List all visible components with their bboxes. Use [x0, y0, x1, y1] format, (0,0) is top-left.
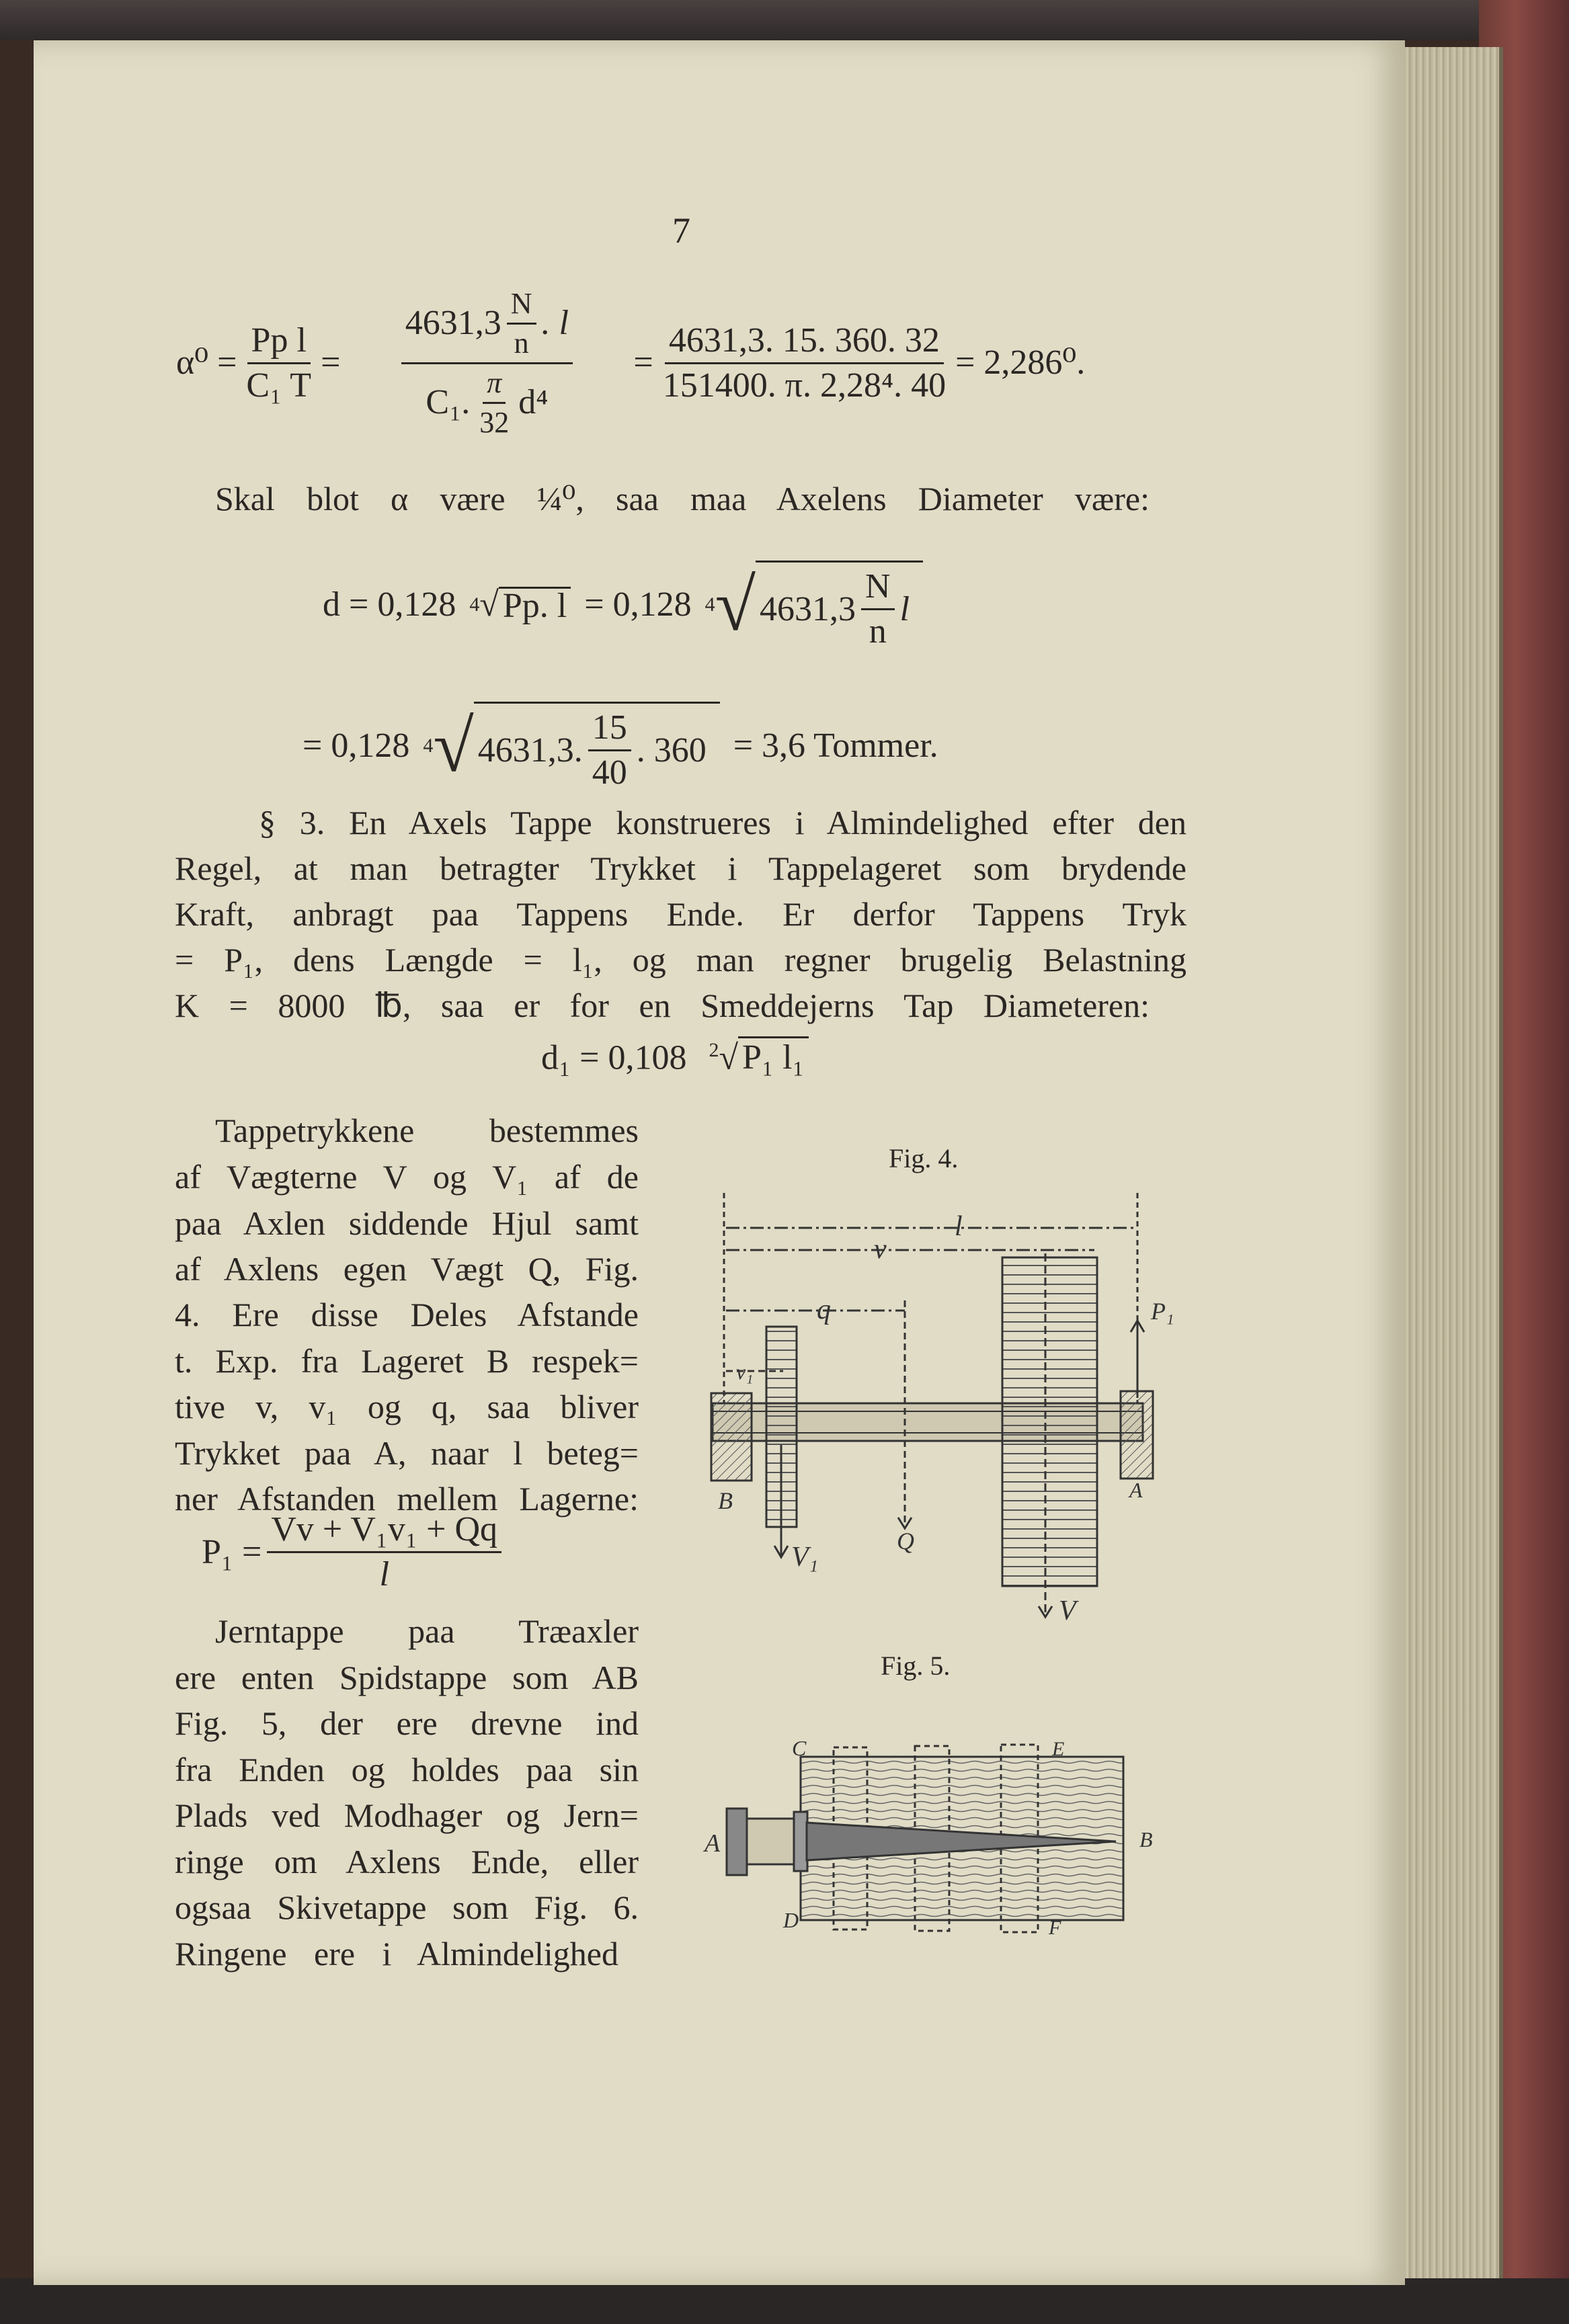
- column-line: ere enten Spidstappe som AB: [175, 1659, 639, 1696]
- numerator: N: [861, 569, 895, 610]
- term: d⁴: [518, 383, 549, 421]
- label-Q: Q: [897, 1528, 914, 1554]
- denominator: n: [869, 612, 887, 651]
- column-line: Fig. 5, der ere drevne ind: [175, 1704, 639, 1742]
- denominator: C₁ T: [246, 366, 312, 405]
- label-c: C: [792, 1736, 807, 1760]
- result: = 3,6 Tommer.: [733, 727, 938, 765]
- column-line: 4. Ere disse Deles Afstande: [175, 1296, 639, 1333]
- fig4-caption: Fig. 4.: [889, 1143, 959, 1173]
- column-line: Tappetrykkene bestemmes: [215, 1112, 639, 1149]
- numerator: Vv + V₁v₁ + Qq: [267, 1512, 501, 1553]
- equals: =: [633, 343, 653, 382]
- formula-lhs: d = 0,128: [323, 585, 456, 624]
- paragraph-line: § 3. En Axels Tappe konstrueres i Almindelighed efter den: [259, 804, 1186, 841]
- radicand: Pp. l: [499, 587, 571, 624]
- numerator: 15: [588, 710, 631, 751]
- journal-neck: [747, 1819, 794, 1864]
- numerator: Pp l: [247, 323, 311, 364]
- column-line: Plads ved Modhager og Jern=: [175, 1796, 639, 1834]
- paragraph-line: Regel, at man betragter Trykket i Tappelageret som brydende: [175, 849, 1186, 887]
- label-b: B: [718, 1487, 733, 1514]
- column-line: af Vægterne V og V₁ af de: [175, 1158, 639, 1196]
- formula-lhs: P₁ =: [202, 1532, 262, 1571]
- root-index: 4: [469, 593, 480, 616]
- formula-lhs: α⁰ =: [176, 343, 237, 382]
- column-line: t. Exp. fra Lageret B respek=: [175, 1342, 639, 1380]
- term: . 360: [636, 731, 707, 770]
- radicand: P₁ l₁: [738, 1036, 809, 1077]
- term: C₁.: [426, 383, 471, 421]
- term: 4631,3.: [477, 731, 583, 770]
- denominator: l: [379, 1555, 389, 1593]
- formula-lhs: = 0,128: [303, 727, 410, 765]
- term: . l: [541, 304, 569, 342]
- column-line: ogsaa Skivetappe som Fig. 6.: [175, 1889, 639, 1926]
- paragraph-line: K = 8000 ℔, saa er for en Smeddejerns Tap Diameteren:: [175, 987, 1150, 1024]
- result: = 2,286⁰.: [955, 343, 1086, 382]
- formula-d1: d₁ = 0,108 $^2$√ P₁ l₁: [541, 1040, 809, 1075]
- denominator: 32: [479, 405, 510, 439]
- label-l: l: [955, 1211, 963, 1242]
- denominator: 151400. π. 2,28⁴. 40: [662, 366, 947, 405]
- label-f: F: [1049, 1917, 1061, 1939]
- numerator: π: [483, 368, 506, 404]
- term: l: [899, 589, 910, 628]
- term: 4631,3: [405, 304, 501, 342]
- page-number: 7: [672, 210, 690, 251]
- column-line: Trykket paa A, naar l beteg=: [175, 1434, 639, 1472]
- label-v1: v₁: [736, 1360, 754, 1384]
- column-line: ner Afstanden mellem Lagerne:: [175, 1480, 639, 1518]
- label-q: q: [817, 1294, 831, 1325]
- column-line: af Axlens egen Vægt Q, Fig.: [175, 1250, 639, 1288]
- column-line: fra Enden og holdes paa sin: [175, 1751, 639, 1788]
- label-v: v: [874, 1234, 887, 1265]
- label-a: A: [1129, 1478, 1143, 1502]
- denominator: n: [514, 326, 529, 360]
- label-V1: V₁: [791, 1542, 819, 1573]
- numerator: N: [507, 289, 536, 325]
- equals: =: [321, 343, 341, 382]
- denominator: 40: [592, 753, 627, 792]
- label-e: E: [1052, 1738, 1065, 1760]
- formula-result: = 0,128 4 √ 4631,3. $\frac{15}{40}$ . 360 = 3,6 Tommer.: [303, 679, 938, 813]
- equals: = 0,128: [584, 585, 692, 624]
- formula-diameter: d = 0,128 4 √ Pp. l = 0,128 4 √ 4631,3 $\frac{N}{n}$ l: [323, 538, 923, 672]
- numerator: 4631,3. 15. 360. 32: [665, 323, 944, 364]
- column-line: Jerntappe paa Træaxler: [215, 1612, 639, 1650]
- column-line: tive v, v₁ og q, saa bliver: [175, 1388, 639, 1425]
- fig5-caption: Fig. 5.: [881, 1651, 951, 1681]
- root-index: 2: [709, 1039, 719, 1061]
- text-line: Skal blot α være ¼⁰, saa maa Axelens Diameter være:: [215, 480, 1150, 517]
- formula-lhs: d₁ = 0,108: [541, 1038, 687, 1077]
- column-line: ringe om Axlens Ende, eller: [175, 1843, 639, 1880]
- paragraph-line: Kraft, anbragt paa Tappens Ende. Er derfor Tappens Tryk: [175, 895, 1186, 933]
- paragraph-line: = P₁, dens Længde = l₁, og man regner brugelig Belastning: [175, 941, 1186, 979]
- root-index: 4: [423, 735, 434, 757]
- root-index: 4: [705, 593, 715, 616]
- label-a: A: [705, 1829, 721, 1858]
- label-b: B: [1139, 1827, 1153, 1852]
- term: 4631,3: [759, 589, 856, 628]
- column-line: Ringene ere i Almindelighed: [175, 1935, 618, 1973]
- journal-collar: [727, 1809, 747, 1875]
- label-p1: P₁: [1151, 1298, 1174, 1325]
- label-V: V: [1059, 1595, 1076, 1626]
- label-d: D: [783, 1908, 799, 1932]
- column-line: paa Axlen siddende Hjul samt: [175, 1204, 639, 1242]
